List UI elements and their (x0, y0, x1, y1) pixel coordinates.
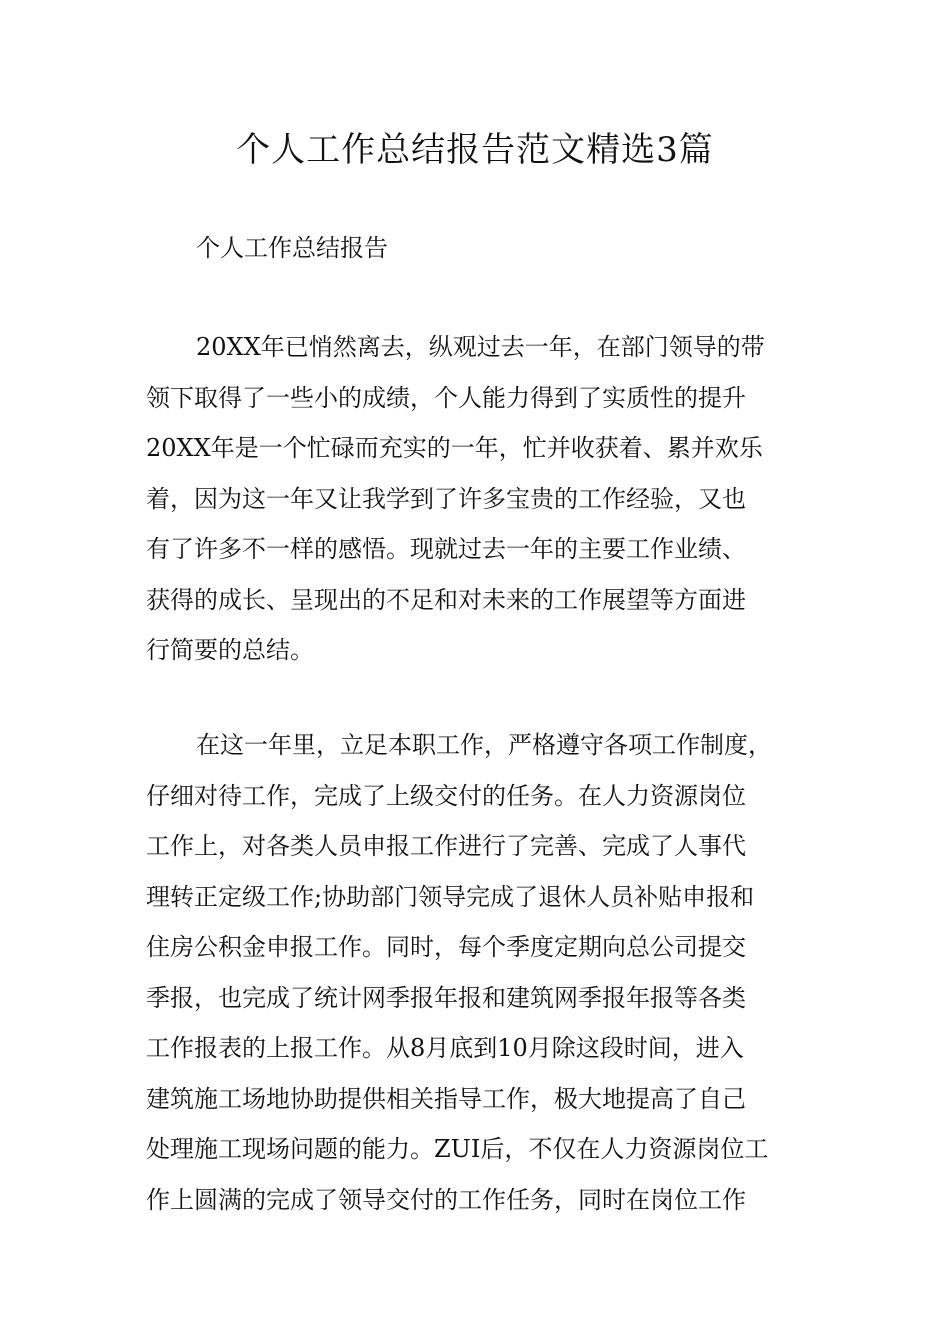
paragraph-intro (146, 331, 816, 685)
paragraph-line: 有了许多不一样的感悟。现就过去一年的主要工作业绩、 (146, 535, 746, 563)
paragraph-line: 行简要的总结。 (146, 636, 314, 664)
paragraph-line: 理转正定级工作;协助部门领导完成了退休人员补贴申报和 (146, 882, 755, 911)
document-title: 个人工作总结报告范文精选3篇 (236, 130, 714, 170)
paragraph-line: 工作报表的上报工作。从8月底到10月除这段时间，进入 (146, 1034, 744, 1062)
paragraph-line: 获得的成长、呈现出的不足和对未来的工作展望等方面进 (146, 585, 746, 614)
paragraph-work-summary (146, 729, 816, 1234)
paragraph-line: 仔细对待工作，完成了上级交付的任务。在人力资源岗位 (146, 781, 746, 810)
paragraph-line: 20XX年是一个忙碌而充实的一年，忙并收获着、累并欢乐 (146, 434, 763, 462)
paragraph-line: 作上圆满的完成了领导交付的工作任务，同时在岗位工作 (146, 1185, 746, 1214)
paragraph-line: 处理施工现场问题的能力。ZUI后，不仅在人力资源岗位工 (146, 1135, 769, 1163)
report-subheading: 个人工作总结报告 (196, 234, 388, 262)
paragraph-line: 工作上，对各类人员申报工作进行了完善、完成了人事代 (146, 832, 746, 860)
paragraph-line: 在这一年里，立足本职工作，严格遵守各项工作制度， (196, 731, 772, 759)
paragraph-line: 住房公积金申报工作。同时，每个季度定期向总公司提交 (146, 933, 746, 961)
paragraph-line: 建筑施工场地协助提供相关指导工作，极大地提高了自己 (146, 1084, 746, 1113)
paragraph-line: 领下取得了一些小的成绩，个人能力得到了实质性的提升 (146, 383, 746, 412)
paragraph-line: 20XX年已悄然离去，纵观过去一年，在部门领导的带 (196, 333, 765, 361)
paragraph-line: 着，因为这一年又让我学到了许多宝贵的工作经验，又也 (146, 484, 746, 513)
paragraph-line: 季报，也完成了统计网季报年报和建筑网季报年报等各类 (146, 983, 746, 1012)
